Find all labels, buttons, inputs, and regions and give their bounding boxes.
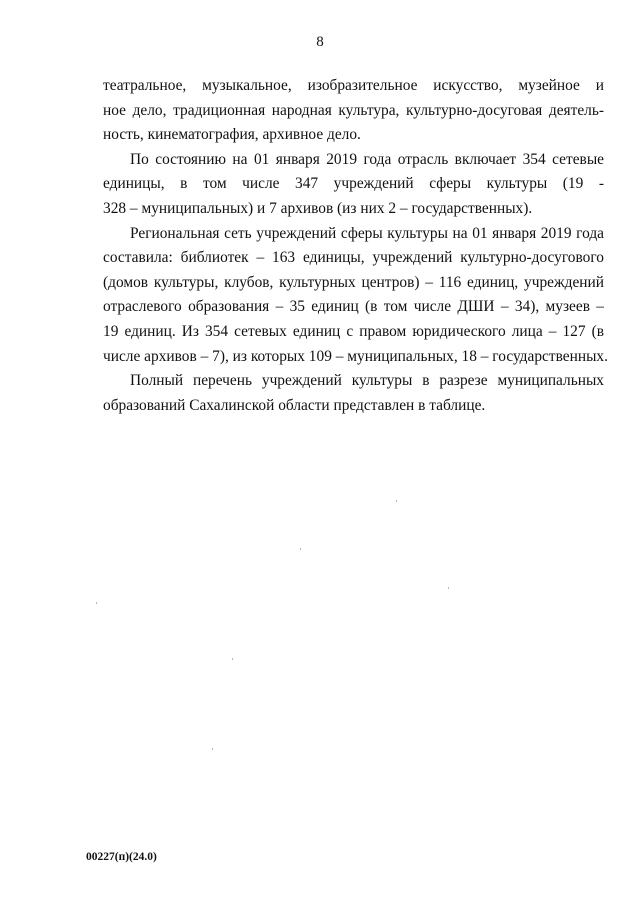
scan-speck (396, 500, 397, 502)
text-line: ность, кинематография, архивное дело. (103, 126, 361, 144)
text-line: составила: библиотек – 163 единицы, учреждений культурно-досугового (103, 249, 604, 267)
document-code: 00227(п)(24.0) (86, 851, 157, 863)
text-line: 19 единиц. Из 354 сетевых единиц с правом юридического лица – 127 (в (103, 322, 604, 340)
text-line: Полный перечень учреждений культуры в разрезе муниципальных (130, 372, 604, 390)
paragraph-regional-network (103, 222, 608, 370)
text-line: По состоянию на 01 января 2019 года отрасль включает 354 сетевые (130, 150, 604, 168)
text-line: Региональная сеть учреждений сферы культуры на 01 января 2019 года (130, 224, 604, 242)
paragraph-industry-scope (103, 74, 604, 148)
scan-speck (300, 548, 301, 550)
scan-speck (96, 602, 97, 604)
paragraph-full-list (103, 369, 604, 418)
text-line: (домов культуры, клубов, культурных центров) – 116 единиц, учреждений (103, 273, 604, 291)
text-line: единицы, в том числе 347 учреждений сферы культуры (19 - (103, 175, 604, 193)
page-number: 8 (316, 34, 324, 50)
paragraph-network-units (103, 148, 604, 222)
body-text (103, 74, 608, 418)
text-line: отраслевого образования – 35 единиц (в том числе ДШИ – 34), музеев – (103, 298, 604, 316)
scan-speck (212, 748, 213, 750)
text-line: числе архивов – 7), из которых 109 – муниципальных, 18 – государственных. (103, 347, 608, 365)
text-line: театральное, музыкальное, изобразительное искусство, музейное и (103, 77, 604, 94)
text-line: образований Сахалинской области представлен в таблице. (103, 396, 486, 414)
text-line: ное дело, традиционная народная культура, культурно-досуговая деятель- (103, 101, 604, 119)
scan-speck (232, 658, 233, 660)
scan-speck (448, 587, 449, 589)
text-line: 328 – муниципальных) и 7 архивов (из них 2 – государственных). (103, 199, 533, 217)
